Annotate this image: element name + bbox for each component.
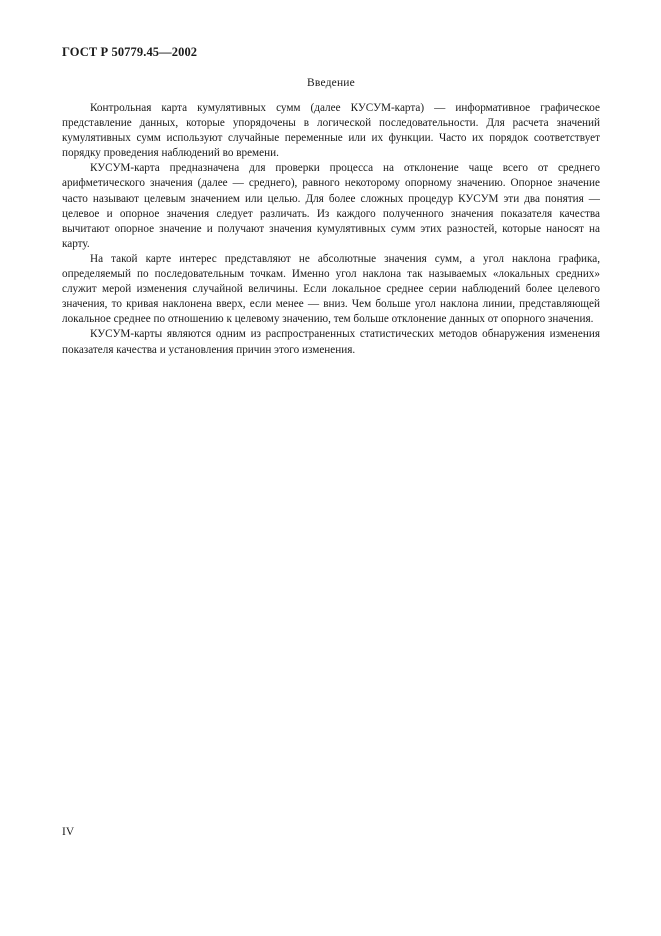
paragraph-2: КУСУМ-карта предназначена для проверки процесса на отклонение чаще всего от среднего арифметического значения (далее — среднего), равного некоторому опорному значению. Опорное значение часто называют целевым значением или целью. Для более сложных процедур КУСУМ эти два понятия — целевое и опорное значения следует различать. Из каждого полученного значения показателя качества вычитают опорное значение и получают значения кумулятивных сумм этих разностей, которые наносят на карту.: [62, 162, 600, 250]
paragraph-4: КУСУМ-карты являются одним из распространенных статистических методов обнаружения изменения показателя качества и установления причин этого изменения.: [62, 328, 600, 356]
paragraph-1: Контрольная карта кумулятивных сумм (далее КУСУМ-карта) — информативное графическое представление данных, которые упорядочены в логической последовательности. Для расчета значений кумулятивных сумм используют случайные переменные или их функции. Часто их порядок соответствует порядку проведения наблюдений во времени.: [62, 102, 600, 160]
page-number: IV: [62, 826, 75, 838]
body-text: [62, 101, 600, 358]
document-header: ГОСТ Р 50779.45—2002: [62, 45, 198, 59]
section-title: Введение: [307, 77, 355, 89]
paragraph-3: На такой карте интерес представляют не абсолютные значения сумм, а угол наклона графика, определяемый по последовательным точкам. Именно угол наклона так называемых «локальных средних» служит мерой изменения случайной величины. Если локальное среднее серии наблюдений более целевого значения, то кривая наклонена вверх, если менее — вниз. Чем больше угол наклона линии, представляющей локальное среднее по отношению к целевому значению, тем больше отклонение данных от опорного значения.: [62, 252, 600, 326]
